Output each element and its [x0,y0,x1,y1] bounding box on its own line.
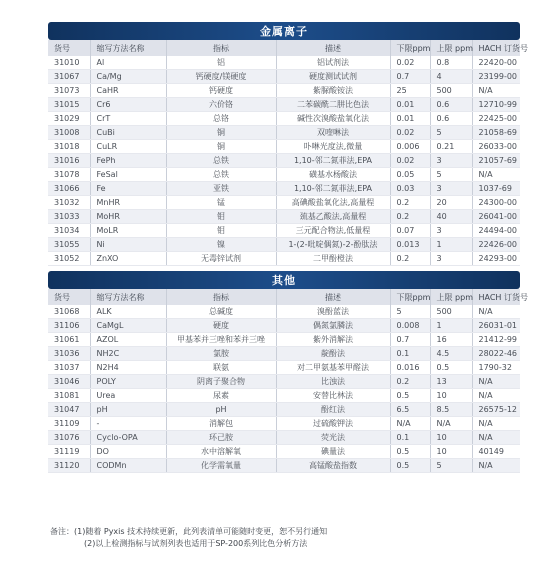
cell-hach-order-number: 24494-00 [472,224,520,238]
cell-hach-order-number: N/A [472,375,520,389]
cell-method: 双喹啉法 [276,126,390,140]
cell-parameter: 氯胺 [166,347,276,361]
cell-abbreviation: pH [90,403,166,417]
cell-lower-ppm: 0.1 [390,347,430,361]
other-title: 其他 [48,271,520,289]
cell-item-number: 31047 [48,403,90,417]
table-row [48,210,520,224]
cell-method: 荧光法 [276,431,390,445]
cell-method: 比浊法 [276,375,390,389]
cell-upper-ppm: 20 [430,196,472,210]
cell-abbreviation: DO [90,445,166,459]
cell-upper-ppm: 10 [430,431,472,445]
cell-method: 硬度测试试剂 [276,70,390,84]
metal-ions-title: 金属离子 [48,22,520,40]
cell-lower-ppm: 0.7 [390,70,430,84]
cell-upper-ppm: 16 [430,333,472,347]
cell-lower-ppm: 0.03 [390,182,430,196]
table-row [48,126,520,140]
cell-upper-ppm: 4 [430,70,472,84]
cell-upper-ppm: 5 [430,126,472,140]
cell-item-number: 31037 [48,361,90,375]
cell-item-number: 31066 [48,182,90,196]
cell-method: 二苯碳酰二肼比色法 [276,98,390,112]
cell-item-number: 31078 [48,168,90,182]
cell-hach-order-number: N/A [472,305,520,319]
column-header-parameter: 指标 [166,289,276,305]
table-row [48,112,520,126]
cell-lower-ppm: 0.2 [390,210,430,224]
cell-abbreviation: Ca/Mg [90,70,166,84]
cell-upper-ppm: 0.5 [430,361,472,375]
cell-item-number: 31061 [48,333,90,347]
cell-parameter: 锰 [166,196,276,210]
cell-upper-ppm: 0.6 [430,98,472,112]
cell-method: 高锰酸盐指数 [276,459,390,473]
cell-hach-order-number: 26033-00 [472,140,520,154]
cell-parameter: 甲基苯并三唑和苯并三唑 [166,333,276,347]
cell-hach-order-number: N/A [472,84,520,98]
cell-parameter: 铜 [166,126,276,140]
cell-item-number: 31120 [48,459,90,473]
cell-hach-order-number: N/A [472,389,520,403]
cell-method: 巯基乙酸法,高量程 [276,210,390,224]
metal-ions-section [48,22,528,266]
cell-hach-order-number: 24300-00 [472,196,520,210]
cell-abbreviation: CuBi [90,126,166,140]
remarks [50,526,530,550]
cell-upper-ppm: 13 [430,375,472,389]
cell-item-number: 31016 [48,154,90,168]
cell-hach-order-number: 40149 [472,445,520,459]
cell-abbreviation: POLY [90,375,166,389]
table-row [48,238,520,252]
cell-method: 三元配合物法,低量程 [276,224,390,238]
cell-parameter: 尿素 [166,389,276,403]
cell-hach-order-number: 24293-00 [472,252,520,266]
cell-parameter: 环己胺 [166,431,276,445]
cell-upper-ppm: 3 [430,182,472,196]
table-row [48,168,520,182]
cell-lower-ppm: 5 [390,305,430,319]
cell-abbreviation: AZOL [90,333,166,347]
cell-method: 二甲酚橙法 [276,252,390,266]
cell-hach-order-number: 26031-01 [472,319,520,333]
cell-item-number: 31033 [48,210,90,224]
metal-ions-header-row [48,40,520,56]
cell-upper-ppm: 500 [430,305,472,319]
table-row [48,361,520,375]
cell-item-number: 31010 [48,56,90,70]
table-row [48,431,520,445]
other-table [48,289,528,473]
cell-upper-ppm: 10 [430,445,472,459]
cell-abbreviation: MnHR [90,196,166,210]
table-row [48,84,520,98]
cell-upper-ppm: 3 [430,252,472,266]
cell-upper-ppm: 3 [430,224,472,238]
cell-parameter: 阴离子聚合物 [166,375,276,389]
cell-lower-ppm: 0.2 [390,375,430,389]
cell-method: 1,10-邻二氮菲法,EPA [276,182,390,196]
cell-item-number: 31036 [48,347,90,361]
cell-lower-ppm: 0.2 [390,252,430,266]
cell-item-number: 31032 [48,196,90,210]
cell-parameter: 水中溶解氧 [166,445,276,459]
cell-method: 靛酚法 [276,347,390,361]
cell-hach-order-number: 1790-32 [472,361,520,375]
cell-hach-order-number: N/A [472,417,520,431]
table-row [48,417,520,431]
cell-method: 偶氮氯膦法 [276,319,390,333]
cell-abbreviation: Al [90,56,166,70]
cell-parameter: 联氨 [166,361,276,375]
table-row [48,319,520,333]
cell-lower-ppm: 0.07 [390,224,430,238]
metal-ions-body [48,56,520,266]
column-header-abbreviation: 缩写方法名称 [90,289,166,305]
table-row [48,347,520,361]
table-row [48,445,520,459]
column-header-lower-ppm: 下限ppm [390,40,430,56]
cell-abbreviation: CrT [90,112,166,126]
cell-hach-order-number: N/A [472,459,520,473]
cell-parameter: 六价铬 [166,98,276,112]
cell-upper-ppm: 3 [430,154,472,168]
cell-method: 铝试剂法 [276,56,390,70]
cell-item-number: 31068 [48,305,90,319]
column-header-item-number: 货号 [48,289,90,305]
table-row [48,375,520,389]
cell-item-number: 31034 [48,224,90,238]
cell-parameter: pH [166,403,276,417]
cell-lower-ppm: 0.05 [390,168,430,182]
cell-parameter: 消解包 [166,417,276,431]
cell-item-number: 31008 [48,126,90,140]
table-row [48,403,520,417]
column-header-method: 描述 [276,40,390,56]
cell-abbreviation: - [90,417,166,431]
cell-lower-ppm: 0.01 [390,98,430,112]
cell-parameter: 钼 [166,224,276,238]
cell-lower-ppm: 25 [390,84,430,98]
cell-abbreviation: Cyclo-OPA [90,431,166,445]
cell-method: 对二甲氨基苯甲醛法 [276,361,390,375]
cell-method: 溴酚蓝法 [276,305,390,319]
column-header-item-number: 货号 [48,40,90,56]
column-header-hach-order-number: HACH 订货号 [472,40,520,56]
cell-abbreviation: NH2C [90,347,166,361]
cell-parameter: 化学需氧量 [166,459,276,473]
table-row [48,182,520,196]
column-header-upper-ppm: 上限 ppm [430,289,472,305]
cell-abbreviation: CaHR [90,84,166,98]
cell-parameter: 钙硬度 [166,84,276,98]
remark-line-2: (2)以上检测指标与试剂列表也适用于SP-200系列比色分析方法 [84,539,308,548]
cell-parameter: 总铁 [166,168,276,182]
cell-lower-ppm: 0.006 [390,140,430,154]
cell-upper-ppm: 0.8 [430,56,472,70]
table-row [48,252,520,266]
cell-lower-ppm: N/A [390,417,430,431]
table-row [48,56,520,70]
cell-hach-order-number: 23199-00 [472,70,520,84]
cell-hach-order-number: 21057-69 [472,154,520,168]
cell-parameter: 钙硬度/镁硬度 [166,70,276,84]
cell-method: 安替比林法 [276,389,390,403]
column-header-method: 描述 [276,289,390,305]
cell-abbreviation: Fe [90,182,166,196]
cell-lower-ppm: 0.5 [390,389,430,403]
cell-hach-order-number: 26575-12 [472,403,520,417]
cell-abbreviation: FePh [90,154,166,168]
column-header-abbreviation: 缩写方法名称 [90,40,166,56]
cell-lower-ppm: 0.5 [390,459,430,473]
cell-hach-order-number: 21058-69 [472,126,520,140]
other-header-row [48,289,520,305]
cell-abbreviation: MoHR [90,210,166,224]
table-row [48,389,520,403]
cell-parameter: 铝 [166,56,276,70]
cell-upper-ppm: 1 [430,238,472,252]
cell-item-number: 31046 [48,375,90,389]
cell-abbreviation: FeSal [90,168,166,182]
cell-hach-order-number: N/A [472,431,520,445]
cell-lower-ppm: 0.1 [390,431,430,445]
table-row [48,224,520,238]
table-row [48,305,520,319]
cell-upper-ppm: N/A [430,417,472,431]
cell-hach-order-number: 22426-00 [472,238,520,252]
cell-method: 卟啉光度法,微量 [276,140,390,154]
cell-abbreviation: CuLR [90,140,166,154]
other-section [48,271,528,473]
cell-upper-ppm: 0.21 [430,140,472,154]
cell-hach-order-number: 26041-00 [472,210,520,224]
table-row [48,140,520,154]
cell-parameter: 总铬 [166,112,276,126]
cell-parameter: 无毒锌试剂 [166,252,276,266]
table-row [48,98,520,112]
metal-ions-table [48,40,528,266]
cell-lower-ppm: 0.008 [390,319,430,333]
cell-item-number: 31073 [48,84,90,98]
cell-item-number: 31029 [48,112,90,126]
cell-item-number: 31052 [48,252,90,266]
cell-abbreviation: CODMn [90,459,166,473]
cell-item-number: 31018 [48,140,90,154]
cell-hach-order-number: 1037-69 [472,182,520,196]
cell-parameter: 铜 [166,140,276,154]
cell-abbreviation: ZnXO [90,252,166,266]
column-header-hach-order-number: HACH 订货号 [472,289,520,305]
cell-abbreviation: Cr6 [90,98,166,112]
cell-abbreviation: Urea [90,389,166,403]
column-header-lower-ppm: 下限ppm [390,289,430,305]
column-header-upper-ppm: 上限 ppm [430,40,472,56]
cell-upper-ppm: 5 [430,168,472,182]
cell-abbreviation: MoLR [90,224,166,238]
cell-upper-ppm: 8.5 [430,403,472,417]
cell-parameter: 亚铁 [166,182,276,196]
table-row [48,196,520,210]
remark-line-1: 备注：(1)随着 Pyxis 技术持续更新，此列表清单可能随时变更，恕不另行通知 [50,527,328,536]
cell-item-number: 31055 [48,238,90,252]
cell-method: 磺基水杨酸法 [276,168,390,182]
cell-item-number: 31119 [48,445,90,459]
table-row [48,154,520,168]
table-row [48,459,520,473]
cell-item-number: 31106 [48,319,90,333]
cell-method: 紫脲酸铵法 [276,84,390,98]
cell-lower-ppm: 0.7 [390,333,430,347]
cell-item-number: 31081 [48,389,90,403]
cell-lower-ppm: 0.013 [390,238,430,252]
cell-item-number: 31067 [48,70,90,84]
cell-upper-ppm: 5 [430,459,472,473]
cell-abbreviation: CaMgL [90,319,166,333]
cell-hach-order-number: 21412-99 [472,333,520,347]
cell-method: 1,10-邻二氮菲法,EPA [276,154,390,168]
cell-lower-ppm: 6.5 [390,403,430,417]
cell-parameter: 镍 [166,238,276,252]
cell-upper-ppm: 10 [430,389,472,403]
cell-hach-order-number: 28022-46 [472,347,520,361]
cell-upper-ppm: 0.6 [430,112,472,126]
other-body [48,305,520,473]
cell-lower-ppm: 0.5 [390,445,430,459]
cell-method: 酚红法 [276,403,390,417]
cell-item-number: 31076 [48,431,90,445]
cell-lower-ppm: 0.016 [390,361,430,375]
cell-abbreviation: N2H4 [90,361,166,375]
cell-item-number: 31109 [48,417,90,431]
cell-upper-ppm: 4.5 [430,347,472,361]
cell-parameter: 硬度 [166,319,276,333]
cell-hach-order-number: 22425-00 [472,112,520,126]
table-row [48,70,520,84]
cell-item-number: 31015 [48,98,90,112]
cell-method: 紫外消解法 [276,333,390,347]
cell-upper-ppm: 40 [430,210,472,224]
cell-lower-ppm: 0.02 [390,126,430,140]
column-header-parameter: 指标 [166,40,276,56]
cell-hach-order-number: N/A [472,168,520,182]
cell-parameter: 总碱度 [166,305,276,319]
cell-hach-order-number: 22420-00 [472,56,520,70]
cell-method: 1-(2-吡啶偶氮)-2-酚肽法 [276,238,390,252]
cell-parameter: 钼 [166,210,276,224]
cell-method: 碱性次溴酸盐氧化法 [276,112,390,126]
cell-lower-ppm: 0.2 [390,196,430,210]
cell-lower-ppm: 0.01 [390,112,430,126]
cell-parameter: 总铁 [166,154,276,168]
cell-abbreviation: Ni [90,238,166,252]
cell-lower-ppm: 0.02 [390,56,430,70]
cell-method: 碘量法 [276,445,390,459]
cell-lower-ppm: 0.02 [390,154,430,168]
cell-method: 过硫酸钾法 [276,417,390,431]
cell-upper-ppm: 1 [430,319,472,333]
cell-upper-ppm: 500 [430,84,472,98]
cell-method: 高碘酸盐氧化法,高量程 [276,196,390,210]
cell-abbreviation: ALK [90,305,166,319]
table-row [48,333,520,347]
cell-hach-order-number: 12710-99 [472,98,520,112]
